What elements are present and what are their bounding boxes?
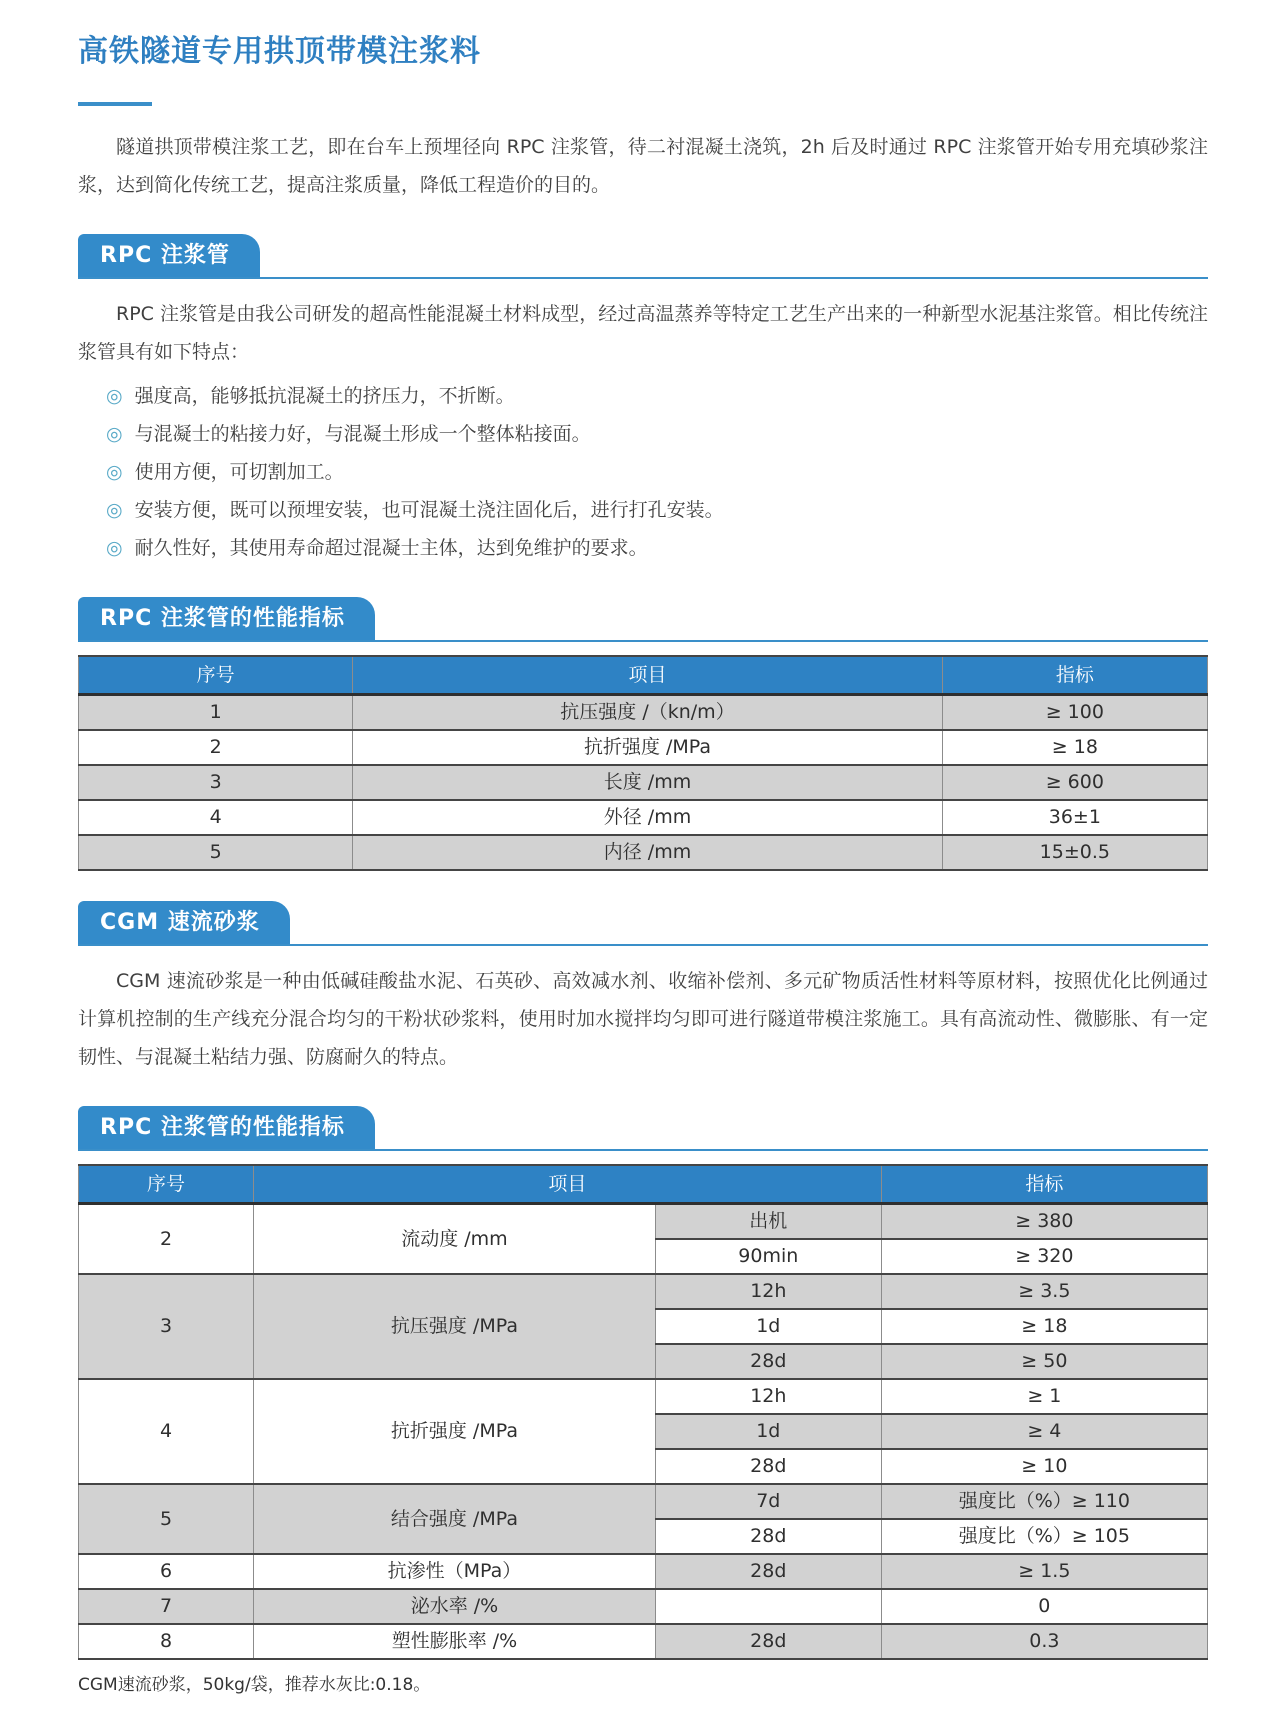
cgm-spec-table bbox=[78, 1164, 1208, 1660]
cell-item: 结合强度 /MPa bbox=[253, 1484, 655, 1554]
cell-number: 6 bbox=[79, 1554, 254, 1589]
section-head-rpc bbox=[78, 234, 1208, 279]
cell-number: 5 bbox=[79, 835, 353, 870]
section-tab-rpc-specs: RPC 注浆管的性能指标 bbox=[78, 597, 375, 640]
section-head-rpc-specs bbox=[78, 597, 1208, 642]
list-item-text: 耐久性好，其使用寿命超过混凝士主体，达到免维护的要求。 bbox=[134, 537, 648, 559]
list-item bbox=[106, 453, 1208, 491]
cell-value: ≥ 10 bbox=[881, 1449, 1207, 1484]
bullseye-bullet-icon: ◎ bbox=[106, 461, 123, 483]
cell-value: ≥ 100 bbox=[942, 695, 1207, 731]
cell-item: 内径 /mm bbox=[353, 835, 942, 870]
section-tab-rpc: RPC 注浆管 bbox=[78, 234, 260, 277]
cell-number: 2 bbox=[79, 1204, 254, 1275]
table-row bbox=[79, 1379, 1208, 1414]
cell-value: ≥ 18 bbox=[881, 1309, 1207, 1344]
list-item bbox=[106, 415, 1208, 453]
cell-value: 15±0.5 bbox=[942, 835, 1207, 870]
section-tab-cgm: CGM 速流砂浆 bbox=[78, 901, 290, 944]
cell-item: 泌水率 /% bbox=[253, 1589, 655, 1624]
cell-value: ≥ 18 bbox=[942, 730, 1207, 765]
page-title: 高铁隧道专用拱顶带模注浆料 bbox=[78, 34, 481, 69]
table-row bbox=[79, 800, 1208, 835]
cell-value: ≥ 3.5 bbox=[881, 1274, 1207, 1309]
table-row bbox=[79, 1274, 1208, 1309]
list-item-text: 安装方便，既可以预埋安装，也可混凝土浇注固化后，进行打孔安装。 bbox=[134, 499, 724, 521]
cell-condition: 12h bbox=[655, 1379, 881, 1414]
cell-value: ≥ 600 bbox=[942, 765, 1207, 800]
cell-number: 3 bbox=[79, 765, 353, 800]
cell-condition: 1d bbox=[655, 1309, 881, 1344]
cell-item: 抗渗性（MPa） bbox=[253, 1554, 655, 1589]
cell-number: 8 bbox=[79, 1624, 254, 1659]
cell-item: 抗折强度 /MPa bbox=[353, 730, 942, 765]
col-header-item: 项目 bbox=[253, 1165, 881, 1204]
cell-item: 外径 /mm bbox=[353, 800, 942, 835]
table-row bbox=[79, 1204, 1208, 1240]
cell-condition: 90min bbox=[655, 1239, 881, 1274]
intro-paragraph: 隧道拱顶带模注浆工艺，即在台车上预埋径向 RPC 注浆管，待二衬混凝土浇筑，2h 后及时通过 RPC 注浆管开始专用充填砂浆注浆，达到简化传统工艺，提高注浆质量，降低工程造价的目的。 bbox=[78, 136, 1208, 196]
cell-condition: 28d bbox=[655, 1554, 881, 1589]
cell-condition: 28d bbox=[655, 1449, 881, 1484]
cell-value: 强度比（%）≥ 110 bbox=[881, 1484, 1207, 1519]
list-item-text: 强度高，能够抵抗混凝土的挤压力，不折断。 bbox=[134, 385, 515, 407]
cgm-description: CGM 速流砂浆是一种由低碱硅酸盐水泥、石英砂、高效减水剂、收缩补偿剂、多元矿物质活性材料等原材料，按照优化比例通过计算机控制的生产线充分混合均匀的干粉状砂浆料，使用时加水搅拌均匀即可进行隧道带模注浆施工。具有高流动性、微膨胀、有一定韧性、与混凝土粘结力强、防腐耐久的特点。 bbox=[78, 970, 1208, 1068]
table-row bbox=[79, 835, 1208, 870]
rpc-description: RPC 注浆管是由我公司研发的超高性能混凝土材料成型，经过高温蒸养等特定工艺生产出来的一种新型水泥基注浆管。相比传统注浆管具有如下特点： bbox=[78, 303, 1208, 363]
list-item-text: 与混凝士的粘接力好，与混凝土形成一个整体粘接面。 bbox=[134, 423, 591, 445]
section-head-cgm bbox=[78, 901, 1208, 946]
list-item bbox=[106, 491, 1208, 529]
section-head-cgm-specs bbox=[78, 1106, 1208, 1151]
cell-number: 1 bbox=[79, 695, 353, 731]
list-item bbox=[106, 377, 1208, 415]
cell-condition: 1d bbox=[655, 1414, 881, 1449]
cell-condition: 28d bbox=[655, 1344, 881, 1379]
table-row bbox=[79, 730, 1208, 765]
rpc-feature-list bbox=[78, 377, 1208, 567]
col-header-number: 序号 bbox=[79, 1165, 254, 1204]
cell-condition: 12h bbox=[655, 1274, 881, 1309]
table-row bbox=[79, 1624, 1208, 1659]
bullseye-bullet-icon: ◎ bbox=[106, 385, 123, 407]
rpc-spec-table bbox=[78, 655, 1208, 871]
cell-item: 抗压强度 /MPa bbox=[253, 1274, 655, 1379]
cell-value: ≥ 380 bbox=[881, 1204, 1207, 1240]
cell-item: 抗压强度 /（kn/m） bbox=[353, 695, 942, 731]
table-row bbox=[79, 765, 1208, 800]
col-header-value: 指标 bbox=[881, 1165, 1207, 1204]
cell-item: 流动度 /mm bbox=[253, 1204, 655, 1275]
cell-value: 0 bbox=[881, 1589, 1207, 1624]
list-item bbox=[106, 529, 1208, 567]
cell-number: 7 bbox=[79, 1589, 254, 1624]
cell-condition bbox=[655, 1589, 881, 1624]
col-header-value: 指标 bbox=[942, 656, 1207, 695]
cell-number: 4 bbox=[79, 1379, 254, 1484]
bullseye-bullet-icon: ◎ bbox=[106, 537, 123, 559]
cell-value: 强度比（%）≥ 105 bbox=[881, 1519, 1207, 1554]
table-row bbox=[79, 1589, 1208, 1624]
col-header-number: 序号 bbox=[79, 656, 353, 695]
cell-condition: 7d bbox=[655, 1484, 881, 1519]
cell-value: ≥ 1 bbox=[881, 1379, 1207, 1414]
section-tab-cgm-specs: RPC 注浆管的性能指标 bbox=[78, 1106, 375, 1149]
cell-value: ≥ 50 bbox=[881, 1344, 1207, 1379]
cell-condition: 出机 bbox=[655, 1204, 881, 1240]
title-underline-divider bbox=[78, 102, 152, 106]
table-header-row bbox=[79, 1165, 1208, 1204]
cell-condition: 28d bbox=[655, 1624, 881, 1659]
bullseye-bullet-icon: ◎ bbox=[106, 499, 123, 521]
footer-note: CGM速流砂浆，50kg/袋，推荐水灰比:0.18。 bbox=[78, 1675, 431, 1695]
cell-item: 抗折强度 /MPa bbox=[253, 1379, 655, 1484]
cell-value: ≥ 320 bbox=[881, 1239, 1207, 1274]
cell-condition: 28d bbox=[655, 1519, 881, 1554]
cell-item: 塑性膨胀率 /% bbox=[253, 1624, 655, 1659]
cell-number: 4 bbox=[79, 800, 353, 835]
cell-number: 3 bbox=[79, 1274, 254, 1379]
list-item-text: 使用方便，可切割加工。 bbox=[134, 461, 344, 483]
cell-value: 0.3 bbox=[881, 1624, 1207, 1659]
table-header-row bbox=[79, 656, 1208, 695]
cell-value: ≥ 4 bbox=[881, 1414, 1207, 1449]
cell-number: 2 bbox=[79, 730, 353, 765]
col-header-item: 项目 bbox=[353, 656, 942, 695]
cell-item: 长度 /mm bbox=[353, 765, 942, 800]
table-row bbox=[79, 1484, 1208, 1519]
table-row bbox=[79, 1554, 1208, 1589]
bullseye-bullet-icon: ◎ bbox=[106, 423, 123, 445]
table-row bbox=[79, 695, 1208, 731]
cell-value: ≥ 1.5 bbox=[881, 1554, 1207, 1589]
cell-value: 36±1 bbox=[942, 800, 1207, 835]
cell-number: 5 bbox=[79, 1484, 254, 1554]
